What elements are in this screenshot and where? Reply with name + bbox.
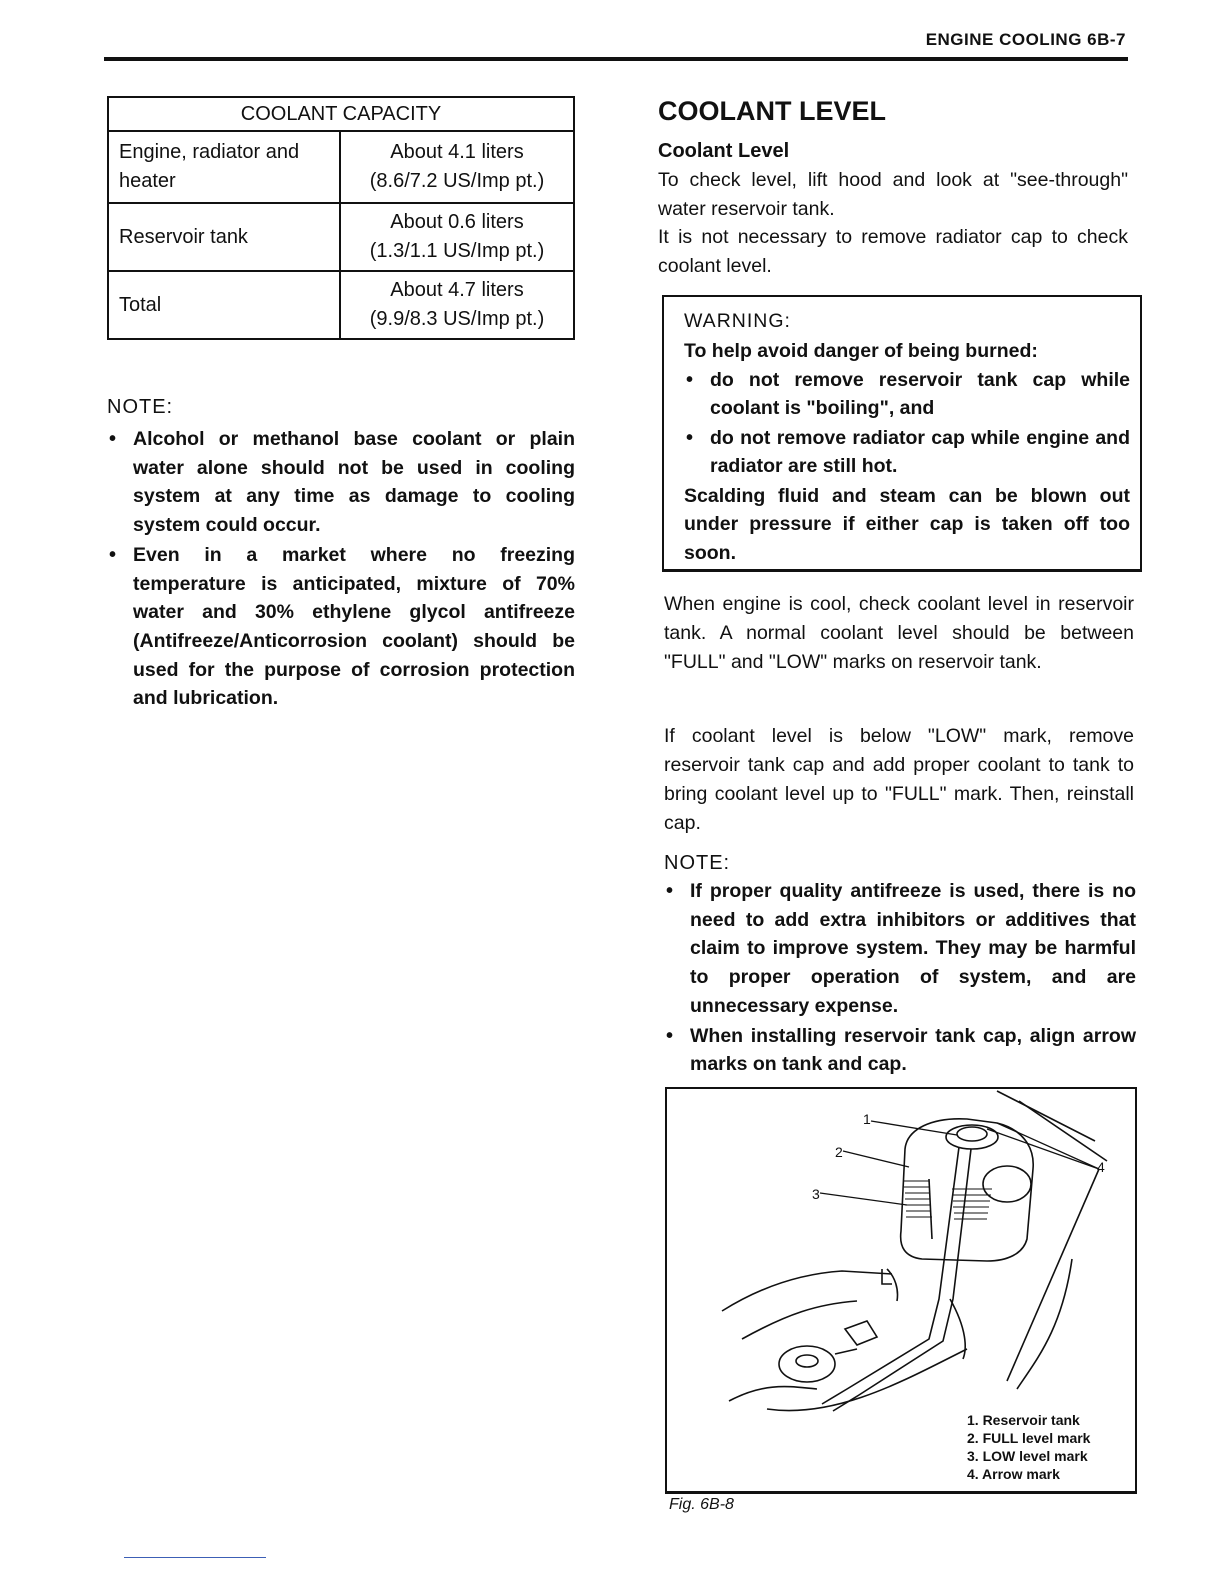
legend-item: 1. Reservoir tank <box>967 1412 1080 1428</box>
intro-paragraph: To check level, lift hood and look at "see-through" water reservoir tank. <box>658 169 1128 220</box>
header-rule <box>104 57 1128 61</box>
value-pints: (1.3/1.1 US/Imp pt.) <box>369 240 545 262</box>
intro-text <box>658 166 1128 280</box>
sub-title: Coolant Level <box>658 140 790 162</box>
warning-tail: Scalding fluid and steam can be blown out under pressure if either cap is taken off too soon. <box>684 484 1130 564</box>
callout-4: 4 <box>1097 1159 1105 1175</box>
row-value <box>340 271 574 339</box>
coolant-capacity-table <box>107 96 575 340</box>
value-liters: About 4.7 liters <box>390 279 524 301</box>
warning-list <box>684 366 1130 481</box>
note-list <box>107 425 575 713</box>
legend-item: 2. FULL level mark <box>967 1430 1091 1446</box>
warning-lead: To help avoid danger of being burned: <box>684 340 1038 362</box>
list-item: • Even in a market where no freezing temperature is anticipated, mixture of 70% water and 30% ethylene glycol antifreeze (Antifreeze/Anticorrosion coolant) should be used for the purpose of corrosion protection and lubrication. <box>107 541 575 713</box>
footer-rule <box>124 1557 266 1558</box>
body-paragraph: If coolant level is below "LOW" mark, remove reservoir tank cap and add proper coolant to tank to bring coolant level up to "FULL" mark. Then, reinstall cap. <box>664 725 1134 834</box>
left-note <box>107 396 575 714</box>
intro-paragraph: It is not necessary to remove radiator cap to check coolant level. <box>658 226 1128 277</box>
note-list <box>664 877 1136 1079</box>
figure-reservoir-tank <box>665 1087 1137 1494</box>
value-pints: (9.9/8.3 US/Imp pt.) <box>369 308 545 330</box>
list-item: • If proper quality antifreeze is used, there is no need to add extra inhibitors or additives that claim to improve system. They may be harmful to proper operation of system, and are unnecessary expense. <box>664 877 1136 1021</box>
value-liters: About 0.6 liters <box>390 211 524 233</box>
figure-caption: Fig. 6B-8 <box>669 1496 734 1513</box>
row-label: Total <box>108 271 340 339</box>
section-title: COOLANT LEVEL <box>658 96 886 126</box>
table-row <box>108 203 574 271</box>
row-label: Reservoir tank <box>108 203 340 271</box>
body-paragraph: When engine is cool, check coolant level in reservoir tank. A normal coolant level should be between "FULL" and "LOW" marks on reservoir tank. <box>664 593 1134 673</box>
value-liters: About 4.1 liters <box>390 141 524 163</box>
legend-item: 4. Arrow mark <box>967 1466 1060 1482</box>
callout-2: 2 <box>835 1144 843 1160</box>
table-title: COOLANT CAPACITY <box>108 97 574 131</box>
list-item: • do not remove reservoir tank cap while coolant is "boiling", and <box>684 366 1130 423</box>
list-item: • Alcohol or methanol base coolant or plain water alone should not be used in cooling system at any time as damage to cooling system could occur. <box>107 425 575 540</box>
note-title: NOTE: <box>107 396 174 418</box>
figure-legend <box>967 1411 1090 1483</box>
note-title: NOTE: <box>664 852 731 874</box>
warning-title: WARNING: <box>684 310 791 332</box>
right-note <box>664 852 1136 1080</box>
row-value <box>340 131 574 203</box>
callout-3: 3 <box>812 1186 820 1202</box>
table-row <box>108 271 574 339</box>
value-pints: (8.6/7.2 US/Imp pt.) <box>369 170 545 192</box>
callout-1: 1 <box>863 1111 871 1127</box>
page-header-title: ENGINE COOLING 6B-7 <box>925 30 1126 49</box>
row-label: Engine, radiator and heater <box>108 131 340 203</box>
list-item: • When installing reservoir tank cap, align arrow marks on tank and cap. <box>664 1022 1136 1079</box>
legend-item: 3. LOW level mark <box>967 1448 1088 1464</box>
row-value <box>340 203 574 271</box>
warning-box <box>662 295 1142 572</box>
list-item: • do not remove radiator cap while engine and radiator are still hot. <box>684 424 1130 481</box>
table-row <box>108 131 574 203</box>
